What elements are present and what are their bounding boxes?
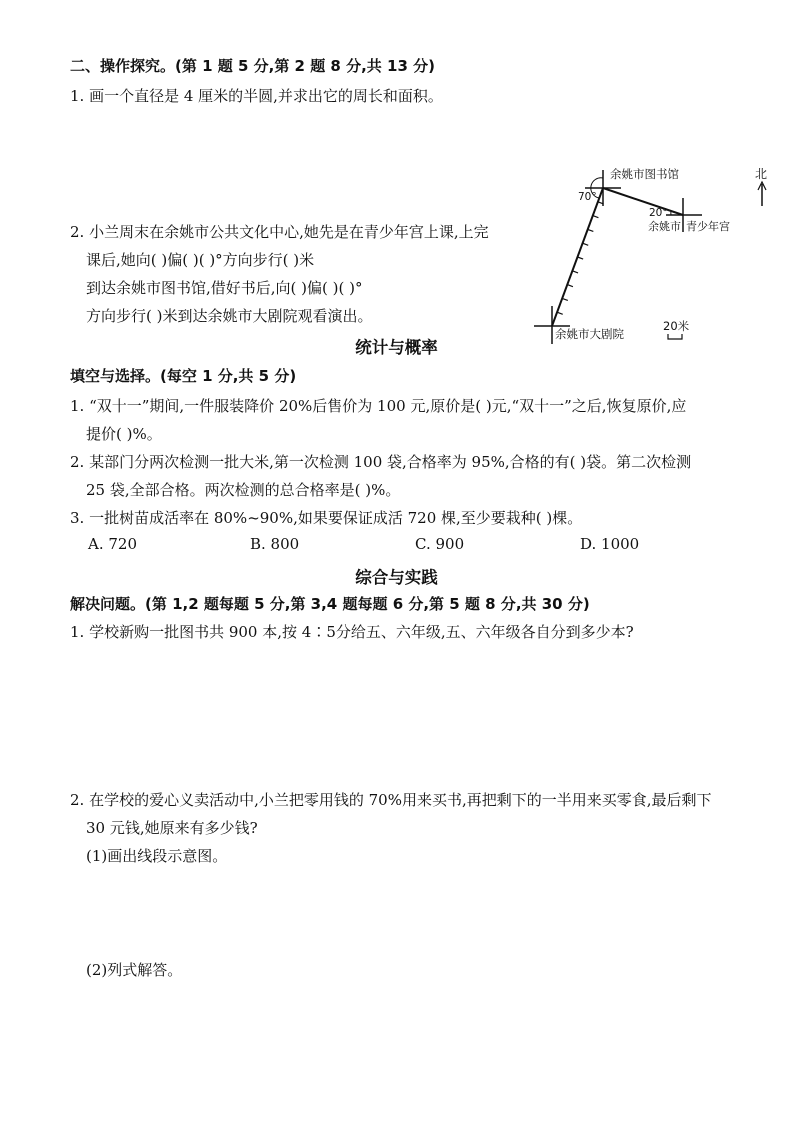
route-tick [588, 229, 594, 231]
label-angle-70: 70° [578, 191, 597, 203]
op-question-1: 1. 画一个直径是 4 厘米的半圆,并求出它的周长和面积。 [70, 87, 443, 105]
section-header-problems: 解决问题。(第 1,2 题每题 5 分,第 3,4 题每题 6 分,第 5 题 8 分,共 30 分) [70, 595, 590, 613]
stats-question-2-line-2: 25 袋,全部合格。两次检测的总合格率是( )%。 [86, 481, 401, 499]
section-title-practice: 综合与实践 [355, 568, 438, 587]
stats-question-2-line-1: 2. 某部门分两次检测一批大米,第一次检测 100 袋,合格率为 95%,合格的有( )袋。第二次检测 [70, 453, 692, 471]
op-question-2-line-2: 课后,她向( )偏( )( )°方向步行( )米 [86, 251, 315, 269]
op-question-2-line-4: 方向步行( )米到达余姚市大剧院观看演出。 [86, 307, 373, 325]
practice-question-2-sub-2: (2)列式解答。 [86, 961, 183, 979]
label-angle-20: 20° [649, 207, 668, 219]
option-b: B. 800 [250, 535, 300, 553]
route-tick [567, 285, 573, 287]
route-tick [557, 312, 563, 314]
op-question-2-line-3: 到达余姚市图书馆,借好书后,向( )偏( )( )° [86, 279, 363, 297]
route-tick [572, 271, 578, 273]
direction-map-diagram [530, 158, 790, 348]
route-scale-ticks [557, 202, 603, 314]
practice-question-2-sub-1: (1)画出线段示意图。 [86, 847, 228, 865]
label-library: 余姚市图书馆 [610, 167, 679, 181]
op-question-2-line-1: 2. 小兰周末在余姚市公共文化中心,她先是在青少年宫上课,上完 [70, 223, 489, 241]
route-tick [583, 243, 589, 245]
practice-question-2-line-1: 2. 在学校的爱心义卖活动中,小兰把零用钱的 70%用来买书,再把剩下的一半用来买零食,最后剩下 [70, 791, 712, 809]
label-theater: 余姚市大剧院 [555, 327, 624, 341]
section-title-statistics: 统计与概率 [355, 338, 438, 357]
section-header-fill-in: 填空与选择。(每空 1 分,共 5 分) [70, 367, 297, 385]
route-library-youth-palace [603, 188, 683, 215]
label-youth-palace-a: 余姚市 [648, 220, 681, 233]
option-d: D. 1000 [580, 535, 640, 553]
route-tick [562, 298, 568, 300]
practice-question-1: 1. 学校新购一批图书共 900 本,按 4∶5分给五、六年级,五、六年级各自分到多少本? [70, 623, 634, 641]
option-a: A. 720 [88, 535, 137, 553]
route-tick [578, 257, 584, 259]
label-north: 北 [755, 167, 768, 181]
option-c: C. 900 [415, 535, 465, 553]
stats-question-1-line-2: 提价( )%。 [86, 425, 162, 443]
stats-question-1-line-1: 1. “双十一”期间,一件服装降价 20%后售价为 100 元,原价是( )元,“双十一”之后,恢复原价,应 [70, 397, 687, 415]
route-tick [593, 216, 599, 218]
label-youth-palace-b: 青少年宫 [686, 220, 730, 233]
stats-question-3: 3. 一批树苗成活率在 80%~90%,如果要保证成活 720 棵,至少要栽种( )棵。 [70, 509, 583, 527]
section-header-operation: 二、操作探究。(第 1 题 5 分,第 2 题 8 分,共 13 分) [70, 57, 435, 75]
label-scale: 20米 [663, 319, 690, 333]
practice-question-2-line-2: 30 元钱,她原来有多少钱? [86, 819, 258, 837]
